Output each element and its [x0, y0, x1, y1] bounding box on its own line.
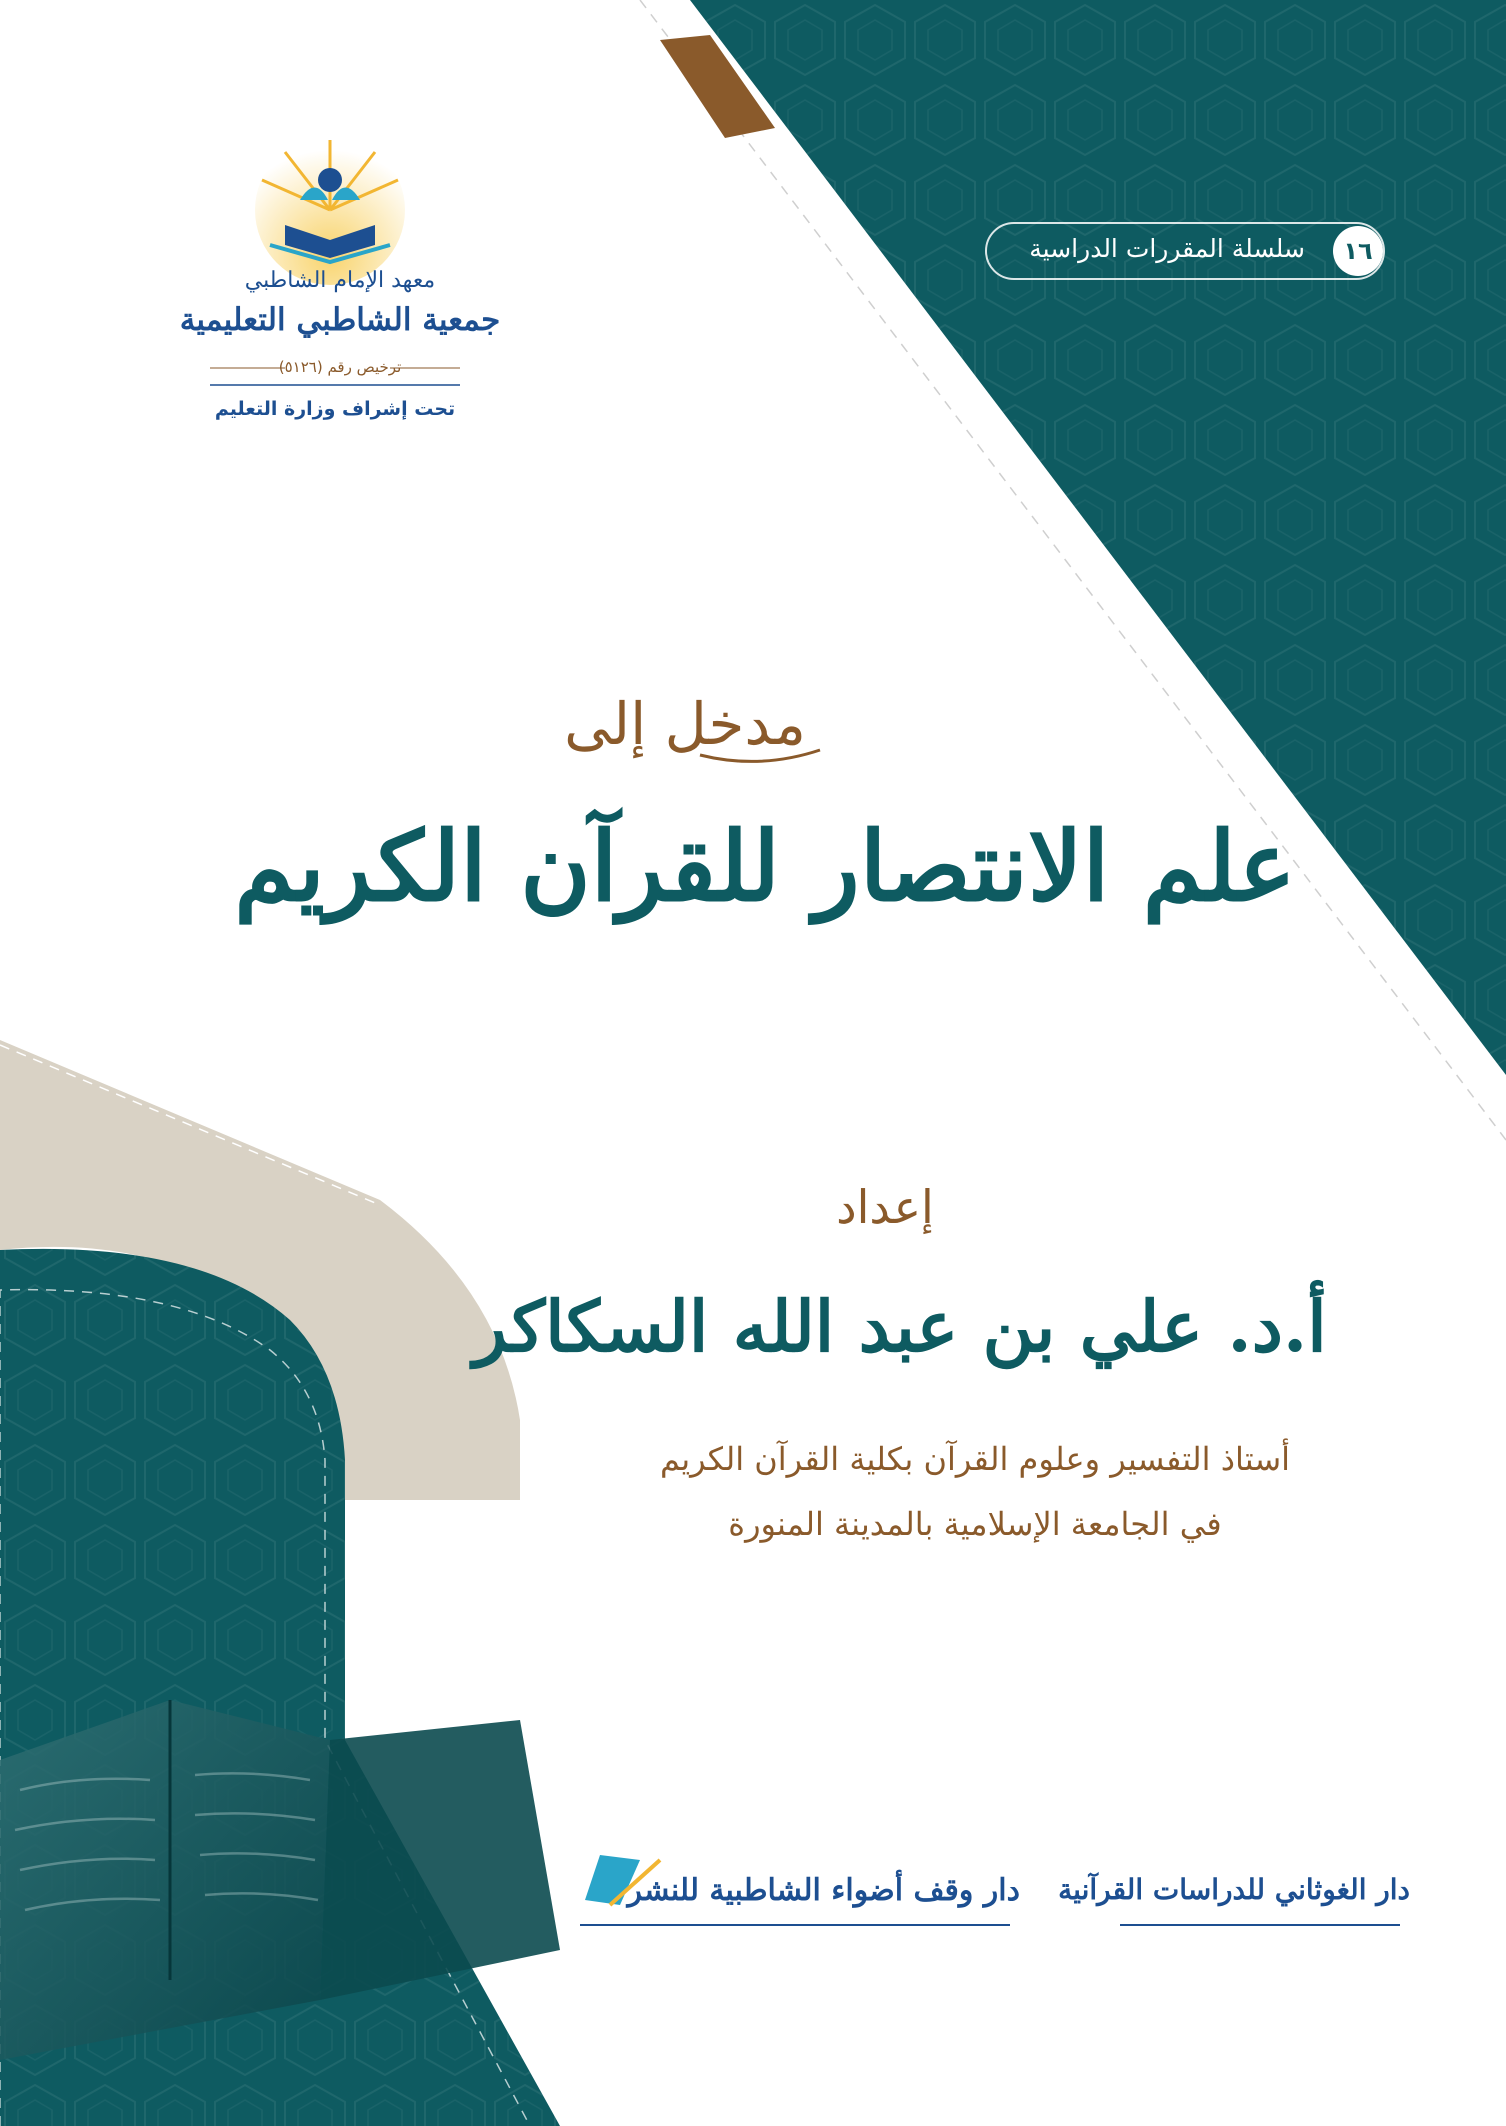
- series-badge: [985, 222, 1385, 280]
- author-position-line1: أستاذ التفسير وعلوم القرآن بكلية القرآن الكريم: [659, 1440, 1291, 1478]
- author-position-line2: في الجامعة الإسلامية بالمدينة المنورة: [728, 1505, 1222, 1543]
- institute-name-line2: جمعية الشاطبي التعليمية: [179, 302, 501, 338]
- book-title: علم الانتصار للقرآن الكريم: [234, 810, 1296, 923]
- institute-logo-icon: [255, 135, 405, 285]
- author-label: إعداد: [836, 1180, 934, 1234]
- institute-supervision: تحت إشراف وزارة التعليم: [214, 398, 456, 420]
- series-number: ١٦: [1333, 226, 1383, 276]
- teal-diagonal-band: [640, 0, 1506, 1140]
- publisher-right: دار الغوثاني للدراسات القرآنية: [1058, 1873, 1410, 1906]
- institute-license: ترخيص رقم (٥١٢٦): [278, 358, 402, 376]
- publisher-left: دار وقف أضواء الشاطبية للنشر: [627, 1873, 1020, 1908]
- book-subtitle: مدخل إلى: [564, 690, 806, 758]
- institute-name-line1: معهد الإمام الشاطبي: [244, 268, 436, 293]
- author-name: أ.د. علي بن عبد الله السكاكر: [473, 1285, 1327, 1368]
- series-title: سلسلة المقررات الدراسية: [1029, 234, 1305, 263]
